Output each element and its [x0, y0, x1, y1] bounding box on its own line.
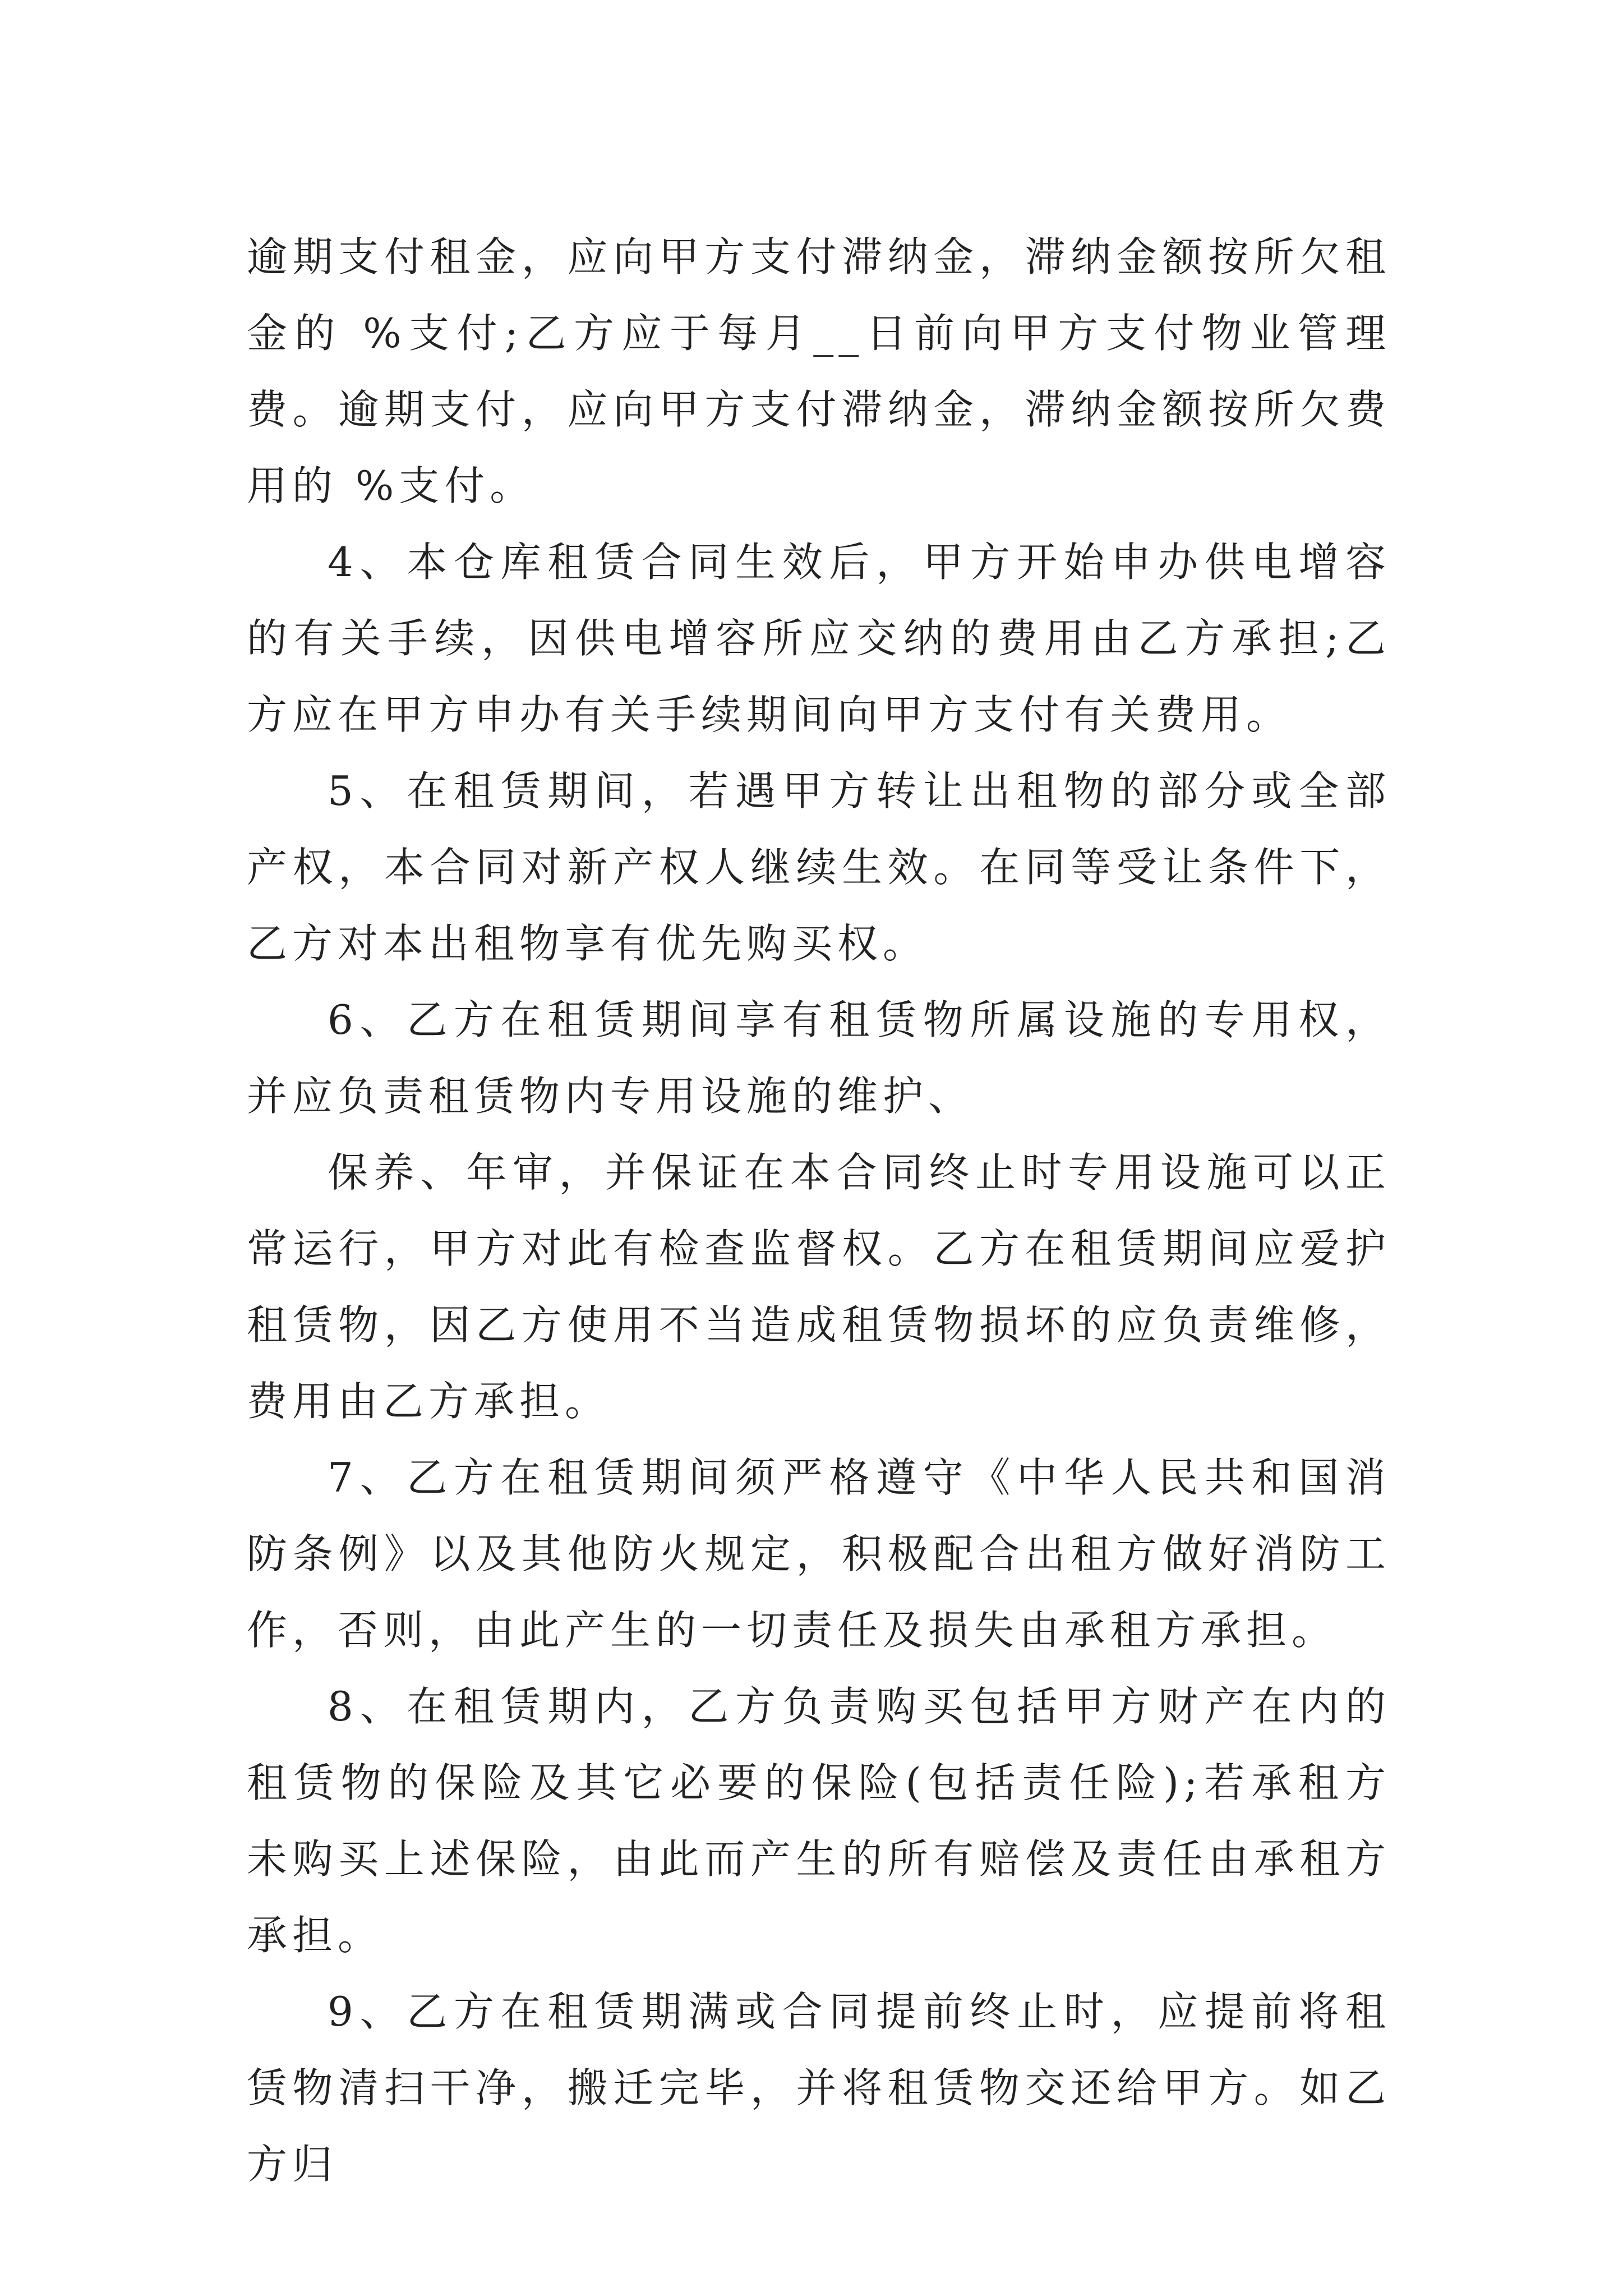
paragraph-clause-5: 5、在租赁期间，若遇甲方转让出租物的部分或全部产权，本合同对新产权人继续生效。在同等受让条件下，乙方对本出租物享有优先购买权。 — [247, 767, 1391, 967]
paragraph-clause-8: 8、在租赁期内，乙方负责购买包括甲方财产在内的租赁物的保险及其它必要的保险(包括责任险);若承租方未购买上述保险，由此而产生的所有赔偿及责任由承租方承担。 — [247, 1683, 1391, 1959]
paragraph-continuation: 逾期支付租金，应向甲方支付滞纳金，滞纳金额按所欠租金的 %支付;乙方应于每月__日前向甲方支付物业管理费。逾期支付，应向甲方支付滞纳金，滞纳金额按所欠费用的 %支付。 — [247, 233, 1391, 509]
paragraph-clause-6-continued: 保养、年审，并保证在本合同终止时专用设施可以正常运行，甲方对此有检查监督权。乙方在租赁期间应爱护租赁物，因乙方使用不当造成租赁物损坏的应负责维修，费用由乙方承担。 — [247, 1149, 1391, 1425]
paragraph-clause-9: 9、乙方在租赁期满或合同提前终止时，应提前将租赁物清扫干净，搬迁完毕，并将租赁物交还给甲方。如乙方归 — [247, 1988, 1391, 2188]
paragraph-clause-7: 7、乙方在租赁期间须严格遵守《中华人民共和国消防条例》以及其他防火规定，积极配合出租方做好消防工作，否则，由此产生的一切责任及损失由承租方承担。 — [247, 1454, 1391, 1654]
paragraph-clause-4: 4、本仓库租赁合同生效后，甲方开始申办供电增容的有关手续，因供电增容所应交纳的费用由乙方承担;乙方应在甲方申办有关手续期间向甲方支付有关费用。 — [247, 539, 1391, 738]
contract-body — [247, 219, 1391, 2202]
paragraph-clause-6: 6、乙方在租赁期间享有租赁物所属设施的专用权，并应负责租赁物内专用设施的维护、 — [247, 996, 1391, 1120]
